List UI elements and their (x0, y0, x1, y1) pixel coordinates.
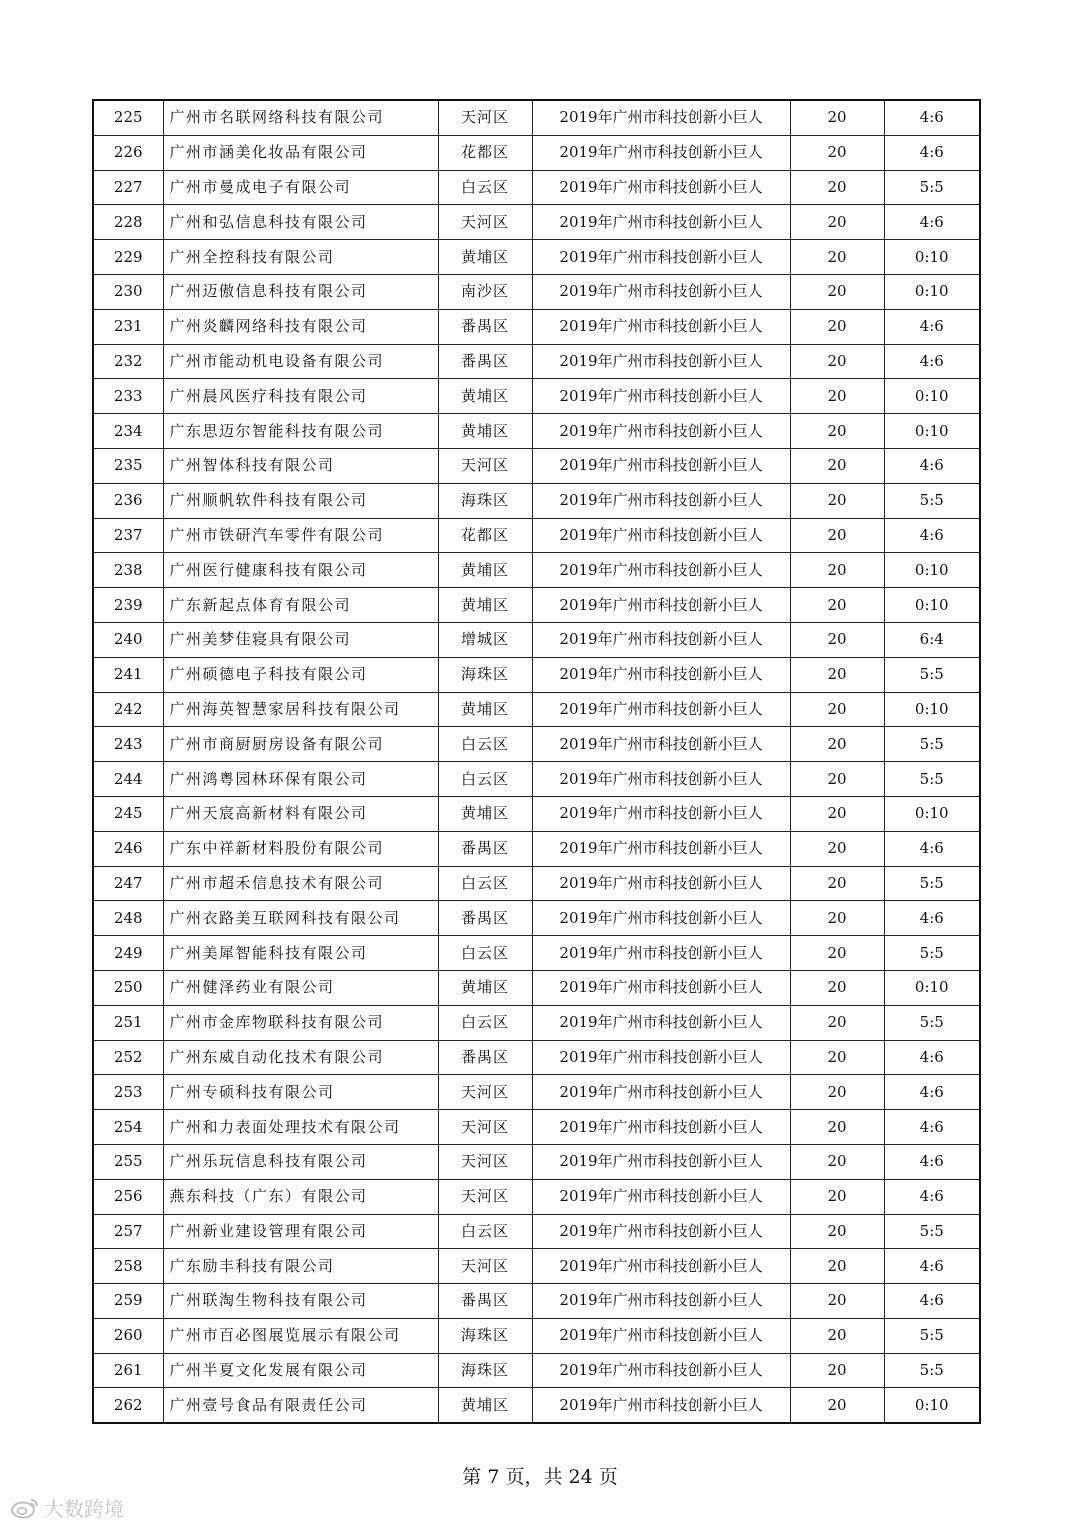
funding-ratio-cell: 4:6 (884, 901, 980, 936)
table-row (93, 170, 980, 205)
funding-amount-cell: 20 (790, 796, 884, 831)
company-name-cell: 广东中祥新材料股份有限公司 (163, 831, 438, 866)
award-category-cell: 2019年广州市科技创新小巨人 (532, 1353, 790, 1388)
company-name-cell: 广州美梦佳寝具有限公司 (163, 622, 438, 657)
row-number-cell: 251 (93, 1005, 163, 1040)
district-cell: 花都区 (438, 135, 532, 170)
table-row (93, 1318, 980, 1353)
table-row (93, 100, 980, 135)
award-category-cell: 2019年广州市科技创新小巨人 (532, 1249, 790, 1284)
funding-amount-cell: 20 (790, 936, 884, 971)
row-number-cell: 225 (93, 100, 163, 135)
company-name-cell: 广州医行健康科技有限公司 (163, 553, 438, 588)
funding-amount-cell: 20 (790, 205, 884, 240)
award-category-cell: 2019年广州市科技创新小巨人 (532, 274, 790, 309)
district-cell: 海珠区 (438, 657, 532, 692)
company-name-cell: 广东新起点体育有限公司 (163, 588, 438, 623)
table-row (93, 1214, 980, 1249)
watermark-text: 大数跨境 (44, 1497, 124, 1521)
funding-ratio-cell: 0:10 (884, 970, 980, 1005)
table-row (93, 831, 980, 866)
funding-amount-cell: 20 (790, 588, 884, 623)
table-row (93, 901, 980, 936)
row-number-cell: 261 (93, 1353, 163, 1388)
funding-amount-cell: 20 (790, 1353, 884, 1388)
funding-amount-cell: 20 (790, 414, 884, 449)
award-category-cell: 2019年广州市科技创新小巨人 (532, 622, 790, 657)
company-name-cell: 广州乐玩信息科技有限公司 (163, 1144, 438, 1179)
row-number-cell: 227 (93, 170, 163, 205)
funding-amount-cell: 20 (790, 1144, 884, 1179)
funding-amount-cell: 20 (790, 553, 884, 588)
funding-amount-cell: 20 (790, 657, 884, 692)
award-category-cell: 2019年广州市科技创新小巨人 (532, 483, 790, 518)
district-cell: 天河区 (438, 1075, 532, 1110)
funding-ratio-cell: 4:6 (884, 100, 980, 135)
funding-ratio-cell: 5:5 (884, 936, 980, 971)
company-name-cell: 广东思迈尔智能科技有限公司 (163, 414, 438, 449)
company-name-cell: 广州美犀智能科技有限公司 (163, 936, 438, 971)
funding-amount-cell: 20 (790, 1040, 884, 1075)
award-category-cell: 2019年广州市科技创新小巨人 (532, 135, 790, 170)
company-list-table (92, 99, 981, 1424)
company-name-cell: 广州东威自动化技术有限公司 (163, 1040, 438, 1075)
company-name-cell: 广州顺帆软件科技有限公司 (163, 483, 438, 518)
row-number-cell: 260 (93, 1318, 163, 1353)
district-cell: 黄埔区 (438, 796, 532, 831)
district-cell: 番禺区 (438, 344, 532, 379)
funding-ratio-cell: 4:6 (884, 518, 980, 553)
row-number-cell: 236 (93, 483, 163, 518)
company-name-cell: 广州专硕科技有限公司 (163, 1075, 438, 1110)
funding-amount-cell: 20 (790, 901, 884, 936)
award-category-cell: 2019年广州市科技创新小巨人 (532, 936, 790, 971)
award-category-cell: 2019年广州市科技创新小巨人 (532, 727, 790, 762)
funding-amount-cell: 20 (790, 1388, 884, 1423)
table-row (93, 1040, 980, 1075)
funding-ratio-cell: 6:4 (884, 622, 980, 657)
row-number-cell: 243 (93, 727, 163, 762)
funding-ratio-cell: 0:10 (884, 1388, 980, 1423)
page-number: 第 7 页，共 24 页 (462, 1466, 618, 1488)
row-number-cell: 258 (93, 1249, 163, 1284)
district-cell: 天河区 (438, 1144, 532, 1179)
funding-ratio-cell: 4:6 (884, 309, 980, 344)
district-cell: 白云区 (438, 762, 532, 797)
funding-amount-cell: 20 (790, 518, 884, 553)
district-cell: 番禺区 (438, 901, 532, 936)
funding-amount-cell: 20 (790, 866, 884, 901)
funding-amount-cell: 20 (790, 100, 884, 135)
row-number-cell: 257 (93, 1214, 163, 1249)
table-row (93, 622, 980, 657)
funding-amount-cell: 20 (790, 831, 884, 866)
funding-amount-cell: 20 (790, 1214, 884, 1249)
row-number-cell: 252 (93, 1040, 163, 1075)
funding-ratio-cell: 4:6 (884, 1075, 980, 1110)
district-cell: 番禺区 (438, 1040, 532, 1075)
table-row (93, 588, 980, 623)
row-number-cell: 235 (93, 448, 163, 483)
funding-amount-cell: 20 (790, 1005, 884, 1040)
funding-ratio-cell: 0:10 (884, 414, 980, 449)
table-row (93, 309, 980, 344)
district-cell: 白云区 (438, 1214, 532, 1249)
district-cell: 白云区 (438, 866, 532, 901)
district-cell: 天河区 (438, 448, 532, 483)
funding-ratio-cell: 0:10 (884, 240, 980, 275)
table-row (93, 657, 980, 692)
district-cell: 黄埔区 (438, 588, 532, 623)
company-name-cell: 广州市金库物联科技有限公司 (163, 1005, 438, 1040)
table-row (93, 414, 980, 449)
district-cell: 天河区 (438, 1110, 532, 1145)
table-row (93, 1005, 980, 1040)
company-name-cell: 广州市百必图展览展示有限公司 (163, 1318, 438, 1353)
row-number-cell: 244 (93, 762, 163, 797)
award-category-cell: 2019年广州市科技创新小巨人 (532, 1040, 790, 1075)
award-category-cell: 2019年广州市科技创新小巨人 (532, 866, 790, 901)
funding-ratio-cell: 0:10 (884, 274, 980, 309)
district-cell: 海珠区 (438, 483, 532, 518)
row-number-cell: 232 (93, 344, 163, 379)
funding-ratio-cell: 5:5 (884, 727, 980, 762)
award-category-cell: 2019年广州市科技创新小巨人 (532, 553, 790, 588)
table-row (93, 866, 980, 901)
district-cell: 白云区 (438, 936, 532, 971)
company-name-cell: 广州衣路美互联网科技有限公司 (163, 901, 438, 936)
award-category-cell: 2019年广州市科技创新小巨人 (532, 1005, 790, 1040)
company-name-cell: 广州健泽药业有限公司 (163, 970, 438, 1005)
award-category-cell: 2019年广州市科技创新小巨人 (532, 205, 790, 240)
funding-ratio-cell: 5:5 (884, 866, 980, 901)
district-cell: 天河区 (438, 1249, 532, 1284)
award-category-cell: 2019年广州市科技创新小巨人 (532, 170, 790, 205)
company-name-cell: 广州半夏文化发展有限公司 (163, 1353, 438, 1388)
row-number-cell: 242 (93, 692, 163, 727)
table-body (93, 100, 980, 1423)
table-row (93, 1249, 980, 1284)
funding-ratio-cell: 4:6 (884, 344, 980, 379)
district-cell: 海珠区 (438, 1318, 532, 1353)
funding-amount-cell: 20 (790, 1075, 884, 1110)
row-number-cell: 238 (93, 553, 163, 588)
row-number-cell: 249 (93, 936, 163, 971)
funding-amount-cell: 20 (790, 622, 884, 657)
district-cell: 增城区 (438, 622, 532, 657)
funding-ratio-cell: 0:10 (884, 692, 980, 727)
funding-ratio-cell: 4:6 (884, 1179, 980, 1214)
award-category-cell: 2019年广州市科技创新小巨人 (532, 657, 790, 692)
funding-amount-cell: 20 (790, 1249, 884, 1284)
award-category-cell: 2019年广州市科技创新小巨人 (532, 796, 790, 831)
award-category-cell: 2019年广州市科技创新小巨人 (532, 588, 790, 623)
funding-ratio-cell: 4:6 (884, 831, 980, 866)
row-number-cell: 246 (93, 831, 163, 866)
table-row (93, 274, 980, 309)
row-number-cell: 234 (93, 414, 163, 449)
row-number-cell: 230 (93, 274, 163, 309)
table-row (93, 344, 980, 379)
funding-ratio-cell: 4:6 (884, 1040, 980, 1075)
row-number-cell: 248 (93, 901, 163, 936)
table-row (93, 1075, 980, 1110)
award-category-cell: 2019年广州市科技创新小巨人 (532, 1388, 790, 1423)
row-number-cell: 253 (93, 1075, 163, 1110)
award-category-cell: 2019年广州市科技创新小巨人 (532, 518, 790, 553)
funding-amount-cell: 20 (790, 762, 884, 797)
funding-ratio-cell: 4:6 (884, 205, 980, 240)
table-row (93, 727, 980, 762)
award-category-cell: 2019年广州市科技创新小巨人 (532, 1318, 790, 1353)
funding-amount-cell: 20 (790, 692, 884, 727)
award-category-cell: 2019年广州市科技创新小巨人 (532, 100, 790, 135)
award-category-cell: 2019年广州市科技创新小巨人 (532, 1144, 790, 1179)
funding-ratio-cell: 4:6 (884, 448, 980, 483)
company-name-cell: 广州天宸高新材料有限公司 (163, 796, 438, 831)
table-row (93, 518, 980, 553)
award-category-cell: 2019年广州市科技创新小巨人 (532, 901, 790, 936)
company-name-cell: 广州市铁研汽车零件有限公司 (163, 518, 438, 553)
funding-ratio-cell: 5:5 (884, 657, 980, 692)
district-cell: 黄埔区 (438, 553, 532, 588)
company-name-cell: 广州和力表面处理技术有限公司 (163, 1110, 438, 1145)
district-cell: 白云区 (438, 1005, 532, 1040)
table-row (93, 692, 980, 727)
row-number-cell: 262 (93, 1388, 163, 1423)
row-number-cell: 233 (93, 379, 163, 414)
table-row (93, 970, 980, 1005)
company-name-cell: 广州鸿粤园林环保有限公司 (163, 762, 438, 797)
table-row (93, 936, 980, 971)
row-number-cell: 245 (93, 796, 163, 831)
funding-amount-cell: 20 (790, 483, 884, 518)
watermark (10, 1493, 124, 1522)
district-cell: 番禺区 (438, 309, 532, 344)
funding-ratio-cell: 5:5 (884, 762, 980, 797)
row-number-cell: 237 (93, 518, 163, 553)
funding-ratio-cell: 0:10 (884, 379, 980, 414)
company-name-cell: 广州晨风医疗科技有限公司 (163, 379, 438, 414)
funding-amount-cell: 20 (790, 1179, 884, 1214)
award-category-cell: 2019年广州市科技创新小巨人 (532, 1075, 790, 1110)
funding-amount-cell: 20 (790, 344, 884, 379)
row-number-cell: 255 (93, 1144, 163, 1179)
funding-ratio-cell: 4:6 (884, 135, 980, 170)
district-cell: 黄埔区 (438, 1388, 532, 1423)
table-row (93, 1110, 980, 1145)
company-name-cell: 广州市曼成电子有限公司 (163, 170, 438, 205)
district-cell: 海珠区 (438, 1353, 532, 1388)
district-cell: 白云区 (438, 170, 532, 205)
funding-ratio-cell: 5:5 (884, 1005, 980, 1040)
funding-amount-cell: 20 (790, 1110, 884, 1145)
row-number-cell: 228 (93, 205, 163, 240)
district-cell: 天河区 (438, 205, 532, 240)
district-cell: 黄埔区 (438, 240, 532, 275)
district-cell: 花都区 (438, 518, 532, 553)
funding-amount-cell: 20 (790, 240, 884, 275)
award-category-cell: 2019年广州市科技创新小巨人 (532, 970, 790, 1005)
company-name-cell: 广州炎麟网络科技有限公司 (163, 309, 438, 344)
row-number-cell: 256 (93, 1179, 163, 1214)
funding-ratio-cell: 5:5 (884, 1214, 980, 1249)
company-name-cell: 广州智体科技有限公司 (163, 448, 438, 483)
company-name-cell: 广州硕德电子科技有限公司 (163, 657, 438, 692)
row-number-cell: 229 (93, 240, 163, 275)
district-cell: 黄埔区 (438, 692, 532, 727)
award-category-cell: 2019年广州市科技创新小巨人 (532, 1179, 790, 1214)
table-row (93, 553, 980, 588)
funding-amount-cell: 20 (790, 274, 884, 309)
award-category-cell: 2019年广州市科技创新小巨人 (532, 240, 790, 275)
award-category-cell: 2019年广州市科技创新小巨人 (532, 309, 790, 344)
award-category-cell: 2019年广州市科技创新小巨人 (532, 344, 790, 379)
funding-ratio-cell: 4:6 (884, 1110, 980, 1145)
funding-amount-cell: 20 (790, 309, 884, 344)
row-number-cell: 247 (93, 866, 163, 901)
district-cell: 天河区 (438, 1179, 532, 1214)
award-category-cell: 2019年广州市科技创新小巨人 (532, 414, 790, 449)
company-name-cell: 广州全控科技有限公司 (163, 240, 438, 275)
company-name-cell: 广州海英智慧家居科技有限公司 (163, 692, 438, 727)
funding-amount-cell: 20 (790, 448, 884, 483)
award-category-cell: 2019年广州市科技创新小巨人 (532, 1284, 790, 1319)
company-name-cell: 广州市超禾信息技术有限公司 (163, 866, 438, 901)
table-row (93, 762, 980, 797)
company-name-cell: 广州联淘生物科技有限公司 (163, 1284, 438, 1319)
district-cell: 黄埔区 (438, 379, 532, 414)
funding-ratio-cell: 5:5 (884, 170, 980, 205)
company-name-cell: 广州迈傲信息科技有限公司 (163, 274, 438, 309)
company-name-cell: 广东励丰科技有限公司 (163, 1249, 438, 1284)
company-name-cell: 广州新业建设管理有限公司 (163, 1214, 438, 1249)
funding-ratio-cell: 0:10 (884, 796, 980, 831)
district-cell: 黄埔区 (438, 970, 532, 1005)
company-name-cell: 广州和弘信息科技有限公司 (163, 205, 438, 240)
company-name-cell: 广州市能动机电设备有限公司 (163, 344, 438, 379)
row-number-cell: 259 (93, 1284, 163, 1319)
company-name-cell: 广州市商厨厨房设备有限公司 (163, 727, 438, 762)
row-number-cell: 254 (93, 1110, 163, 1145)
table-row (93, 240, 980, 275)
funding-amount-cell: 20 (790, 170, 884, 205)
award-category-cell: 2019年广州市科技创新小巨人 (532, 762, 790, 797)
table-row (93, 135, 980, 170)
district-cell: 番禺区 (438, 1284, 532, 1319)
district-cell: 白云区 (438, 727, 532, 762)
table-row (93, 1388, 980, 1423)
company-name-cell: 广州市名联网络科技有限公司 (163, 100, 438, 135)
award-category-cell: 2019年广州市科技创新小巨人 (532, 831, 790, 866)
district-cell: 黄埔区 (438, 414, 532, 449)
company-name-cell: 燕东科技（广东）有限公司 (163, 1179, 438, 1214)
award-category-cell: 2019年广州市科技创新小巨人 (532, 692, 790, 727)
funding-amount-cell: 20 (790, 135, 884, 170)
funding-ratio-cell: 0:10 (884, 553, 980, 588)
row-number-cell: 240 (93, 622, 163, 657)
table-row (93, 379, 980, 414)
funding-amount-cell: 20 (790, 1284, 884, 1319)
funding-amount-cell: 20 (790, 970, 884, 1005)
award-category-cell: 2019年广州市科技创新小巨人 (532, 448, 790, 483)
funding-ratio-cell: 4:6 (884, 1284, 980, 1319)
row-number-cell: 239 (93, 588, 163, 623)
table-row (93, 448, 980, 483)
award-category-cell: 2019年广州市科技创新小巨人 (532, 379, 790, 414)
funding-ratio-cell: 4:6 (884, 1144, 980, 1179)
funding-amount-cell: 20 (790, 1318, 884, 1353)
table-row (93, 1179, 980, 1214)
table-row (93, 1284, 980, 1319)
weibo-logo-icon (10, 1497, 40, 1519)
funding-amount-cell: 20 (790, 727, 884, 762)
row-number-cell: 241 (93, 657, 163, 692)
funding-ratio-cell: 5:5 (884, 1353, 980, 1388)
table-row (93, 483, 980, 518)
award-category-cell: 2019年广州市科技创新小巨人 (532, 1214, 790, 1249)
district-cell: 天河区 (438, 100, 532, 135)
table-row (93, 1353, 980, 1388)
table-row (93, 796, 980, 831)
funding-ratio-cell: 0:10 (884, 588, 980, 623)
award-category-cell: 2019年广州市科技创新小巨人 (532, 1110, 790, 1145)
company-name-cell: 广州壹号食品有限责任公司 (163, 1388, 438, 1423)
row-number-cell: 226 (93, 135, 163, 170)
row-number-cell: 231 (93, 309, 163, 344)
funding-ratio-cell: 5:5 (884, 1318, 980, 1353)
table-row (93, 1144, 980, 1179)
funding-ratio-cell: 5:5 (884, 483, 980, 518)
funding-ratio-cell: 4:6 (884, 1249, 980, 1284)
district-cell: 番禺区 (438, 831, 532, 866)
funding-amount-cell: 20 (790, 379, 884, 414)
table-row (93, 205, 980, 240)
district-cell: 南沙区 (438, 274, 532, 309)
row-number-cell: 250 (93, 970, 163, 1005)
company-name-cell: 广州市涵美化妆品有限公司 (163, 135, 438, 170)
